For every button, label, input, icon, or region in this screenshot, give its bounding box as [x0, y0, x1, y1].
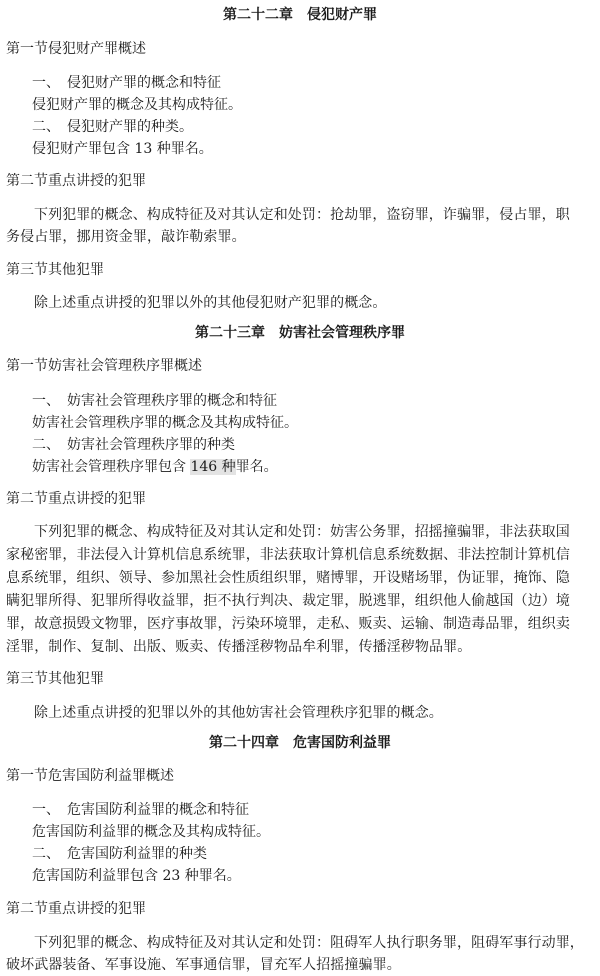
item-line: 一、 妨害社会管理秩序罪的概念和特征 [32, 393, 277, 409]
item-line: 一、 侵犯财产罪的概念和特征 [32, 75, 221, 91]
item-line: 危害国防利益罪包含 23 种罪名。 [32, 868, 241, 884]
section-title: 第二节重点讲授的犯罪 [6, 491, 146, 507]
paragraph-line: 除上述重点讲授的犯罪以外的其他侵犯财产犯罪的概念。 [34, 295, 387, 311]
item-line: 二、 侵犯财产罪的种类。 [32, 119, 193, 135]
section-title: 第一节危害国防利益罪概述 [6, 768, 174, 784]
chapter-title: 第二十四章 危害国防利益罪 [209, 735, 391, 751]
paragraph-line: 罪，故意损毁文物罪，医疗事故罪，污染环境罪，走私、贩卖、运输、制造毒品罪，组织卖 [6, 616, 570, 632]
paragraph-line: 淫罪，制作、复制、出版、贩卖、传播淫秽物品牟利罪，传播淫秽物品罪。 [6, 639, 472, 655]
count-text-after: 罪名。 [235, 459, 278, 475]
paragraph-line: 息系统罪，组织、领导、参加黑社会性质组织罪，赌博罪，开设赌场罪，伪证罪，掩饰、隐 [6, 570, 570, 586]
paragraph-line: 除上述重点讲授的犯罪以外的其他妨害社会管理秩序犯罪的概念。 [34, 705, 443, 721]
section-title: 第一节妨害社会管理秩序罪概述 [6, 358, 202, 374]
item-line-count [0, 458, 600, 476]
item-line: 侵犯财产罪的概念及其构成特征。 [32, 97, 242, 113]
section-title: 第一节侵犯财产罪概述 [6, 41, 146, 57]
item-line: 二、 危害国防利益罪的种类 [32, 846, 207, 862]
item-line: 妨害社会管理秩序罪的概念及其构成特征。 [32, 415, 298, 431]
chapter-title: 第二十二章 侵犯财产罪 [223, 7, 377, 23]
item-line: 侵犯财产罪包含 13 种罪名。 [32, 141, 213, 157]
item-line: 危害国防利益罪的概念及其构成特征。 [32, 824, 270, 840]
paragraph-line: 下列犯罪的概念、构成特征及对其认定和处罚：妨害公务罪，招摇撞骗罪，非法获取国 [34, 524, 570, 540]
paragraph-line: 瞒犯罪所得、犯罪所得收益罪，拒不执行判决、裁定罪，脱逃罪，组织他人偷越国（边）境 [6, 593, 570, 609]
chapter-title: 第二十三章 妨害社会管理秩序罪 [195, 325, 405, 341]
section-title: 第二节重点讲授的犯罪 [6, 173, 146, 189]
paragraph-line: 破坏武器装备、军事设施、军事通信罪，冒充军人招摇撞骗罪。 [6, 957, 401, 973]
section-title: 第二节重点讲授的犯罪 [6, 901, 146, 917]
item-line: 二、 妨害社会管理秩序罪的种类 [32, 437, 235, 453]
paragraph-line: 家秘密罪，非法侵入计算机信息系统罪，非法获取计算机信息系统数据、非法控制计算机信 [6, 547, 570, 563]
paragraph-line: 下列犯罪的概念、构成特征及对其认定和处罚：抢劫罪，盗窃罪，诈骗罪，侵占罪，职 [34, 207, 570, 223]
highlighted-text[interactable]: 146 种 [190, 459, 236, 475]
section-title: 第三节其他犯罪 [6, 262, 104, 278]
paragraph-line: 务侵占罪，挪用资金罪，敲诈勒索罪。 [6, 229, 246, 245]
count-text-before: 妨害社会管理秩序罪包含 [32, 459, 191, 475]
paragraph-line: 下列犯罪的概念、构成特征及对其认定和处罚：阻碍军人执行职务罪，阻碍军事行动罪， [34, 935, 584, 951]
section-title: 第三节其他犯罪 [6, 671, 104, 687]
item-line: 一、 危害国防利益罪的概念和特征 [32, 802, 249, 818]
